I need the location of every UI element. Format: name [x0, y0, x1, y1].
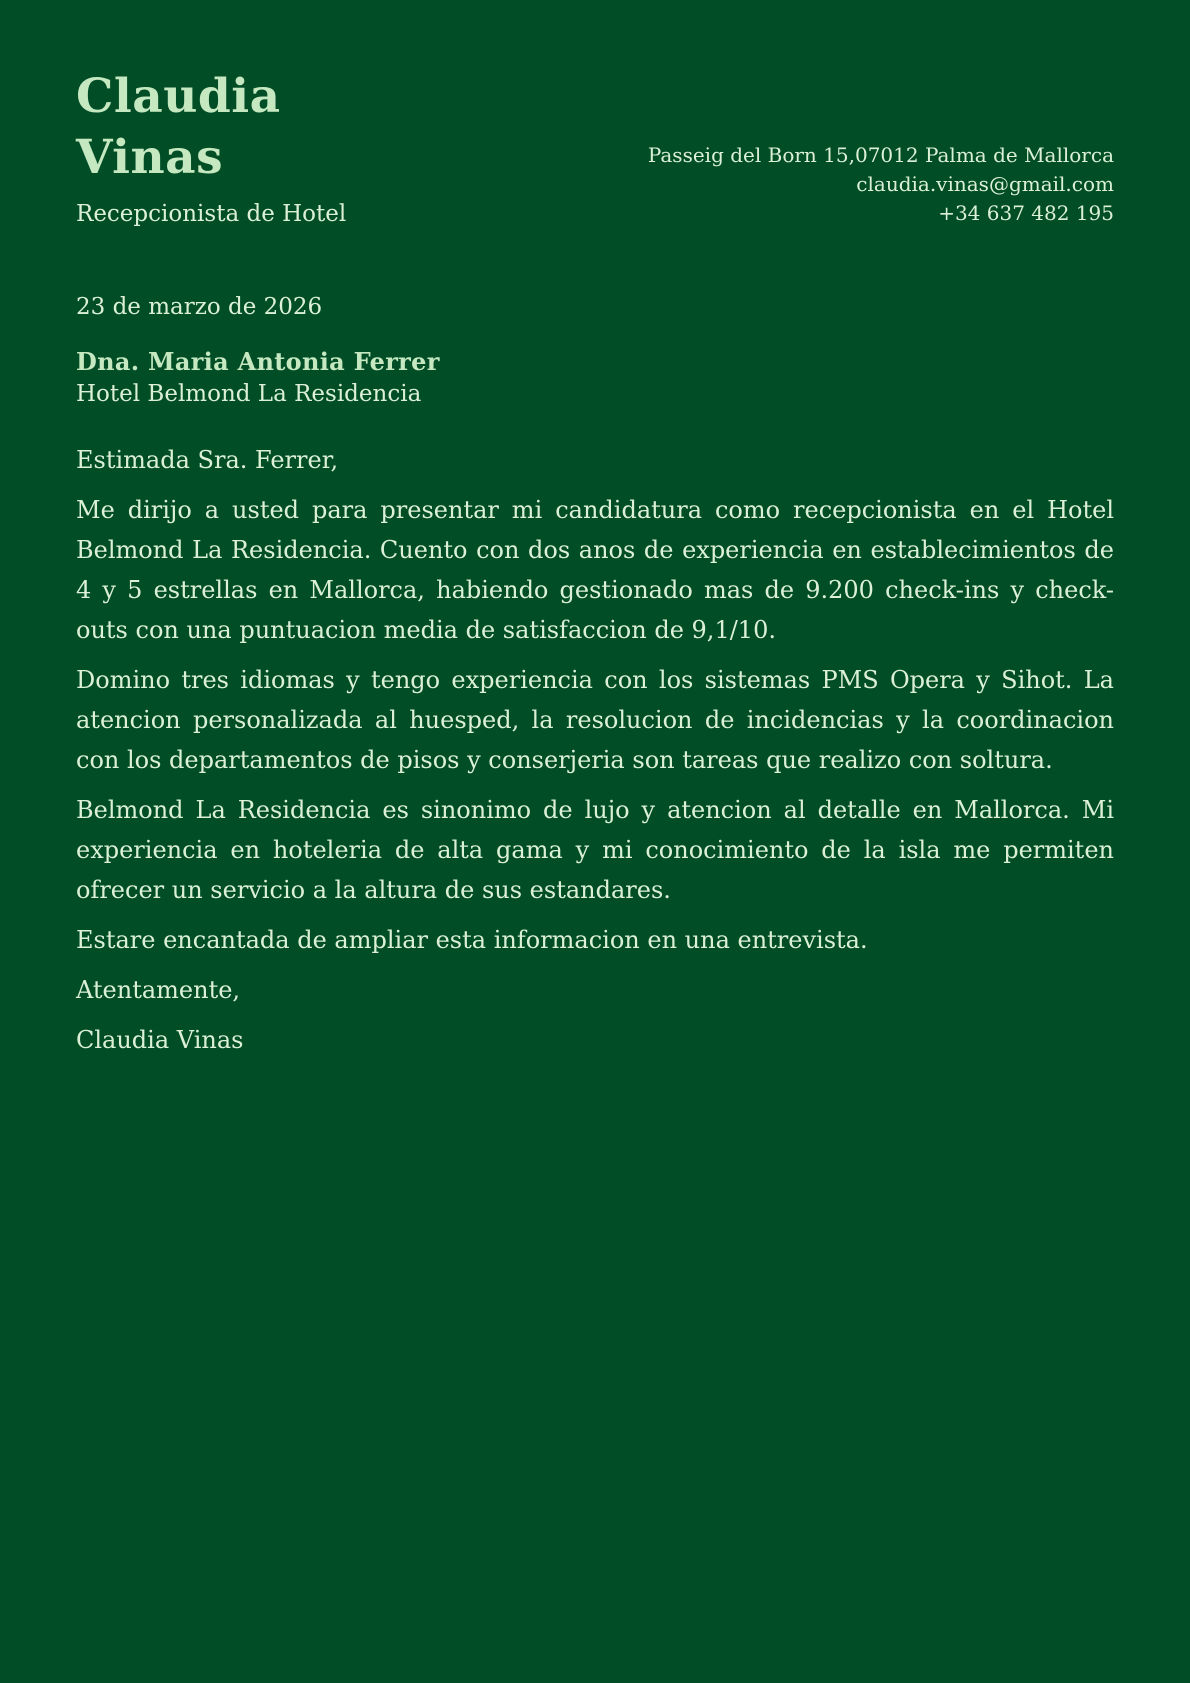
sender-name: [76, 66, 346, 188]
salutation: Estimada Sra. Ferrer,: [76, 446, 339, 474]
sender-name-line1: Claudia: [76, 69, 281, 124]
contact-address: Passeig del Born 15,07012 Palma de Mallorca: [647, 143, 1114, 167]
sender-name-line2: Vinas: [76, 130, 224, 185]
paragraph-4: Estare encantada de ampliar esta informacion en una entrevista.: [76, 926, 868, 954]
letter-body: [76, 440, 1114, 1060]
contact-email: claudia.vinas@gmail.com: [856, 172, 1114, 196]
sender-job-title: Recepcionista de Hotel: [76, 201, 347, 227]
recipient-name: Dna. Maria Antonia Ferrer: [76, 347, 440, 376]
paragraph-3: Belmond La Residencia es sinonimo de lujo y atencion al detalle en Mallorca. Mi experiencia en hoteleria de alta gama y mi conocimiento de la isla me permiten ofrecer un servicio a la altura de sus estandares.: [76, 796, 1114, 904]
letter-header: [76, 66, 1114, 228]
contact-block: [648, 141, 1114, 228]
letter-date: 23 de marzo de 2026: [76, 294, 323, 320]
contact-phone: +34 637 482 195: [938, 201, 1114, 225]
paragraph-1: Me dirijo a usted para presentar mi candidatura como recepcionista en el Hotel Belmond La Residencia. Cuento con dos anos de experiencia en establecimientos de 4 y 5 estrellas en Mallorca, habiendo gestionado mas de 9.200 check-ins y check-outs con una puntuacion media de satisfaccion de 9,1/10.: [76, 496, 1114, 644]
recipient-company: Hotel Belmond La Residencia: [76, 381, 422, 407]
closing: Atentamente,: [76, 976, 241, 1004]
paragraph-2: Domino tres idiomas y tengo experiencia con los sistemas PMS Opera y Sihot. La atencion personalizada al huesped, la resolucion de incidencias y la coordinacion con los departamentos de pisos y conserjeria son tareas que realizo con soltura.: [76, 666, 1114, 774]
signature: Claudia Vinas: [76, 1026, 244, 1054]
recipient-block: [76, 346, 1114, 410]
sender-identity: [76, 66, 346, 228]
